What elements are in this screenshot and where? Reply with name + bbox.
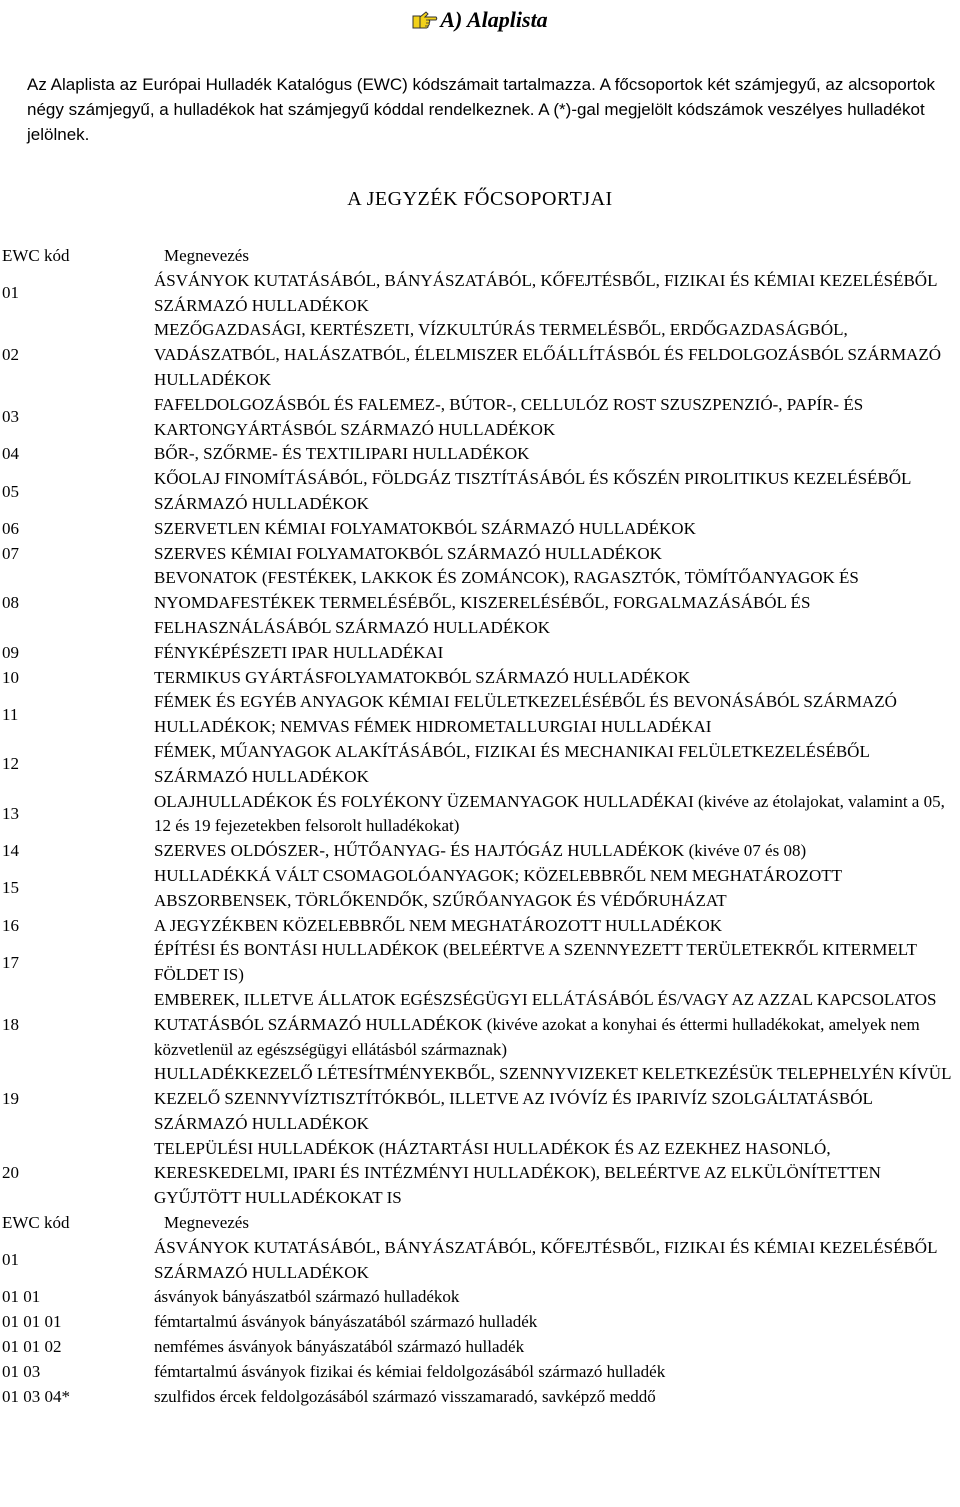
ewc-code: 15 — [2, 878, 19, 898]
ewc-code: 01 01 01 — [2, 1312, 62, 1332]
ewc-code: 01 — [2, 1250, 19, 1270]
waste-name: TERMIKUS GYÁRTÁSFOLYAMATOKBÓL SZÁRMAZÓ HULLADÉKOK — [154, 667, 691, 687]
waste-name: ÁSVÁNYOK KUTATÁSÁBÓL, BÁNYÁSZATÁBÓL, KŐFEJTÉSBŐL, FIZIKAI ÉS KÉMIAI KEZELÉSÉBŐL SZÁRMAZÓ HULLADÉKOK — [154, 1237, 937, 1282]
list-title: A JEGYZÉK FŐCSOPORTJAI — [347, 188, 613, 210]
ewc-code: 01 01 — [2, 1287, 41, 1307]
ewc-code: 06 — [2, 518, 19, 538]
table-row — [0, 864, 960, 914]
waste-name: MEZŐGAZDASÁGI, KERTÉSZETI, VÍZKULTÚRÁS TERMELÉSBŐL, ERDŐGAZDASÁGBÓL, VADÁSZATBÓL, HALÁSZATBÓL, ÉLELMISZER ELŐÁLLÍTÁSBÓL ÉS FELDOLGOZÁSBÓL SZÁRMAZÓ HULLADÉKOK — [154, 320, 942, 389]
waste-name: SZERVES KÉMIAI FOLYAMATOKBÓL SZÁRMAZÓ HULLADÉKOK — [154, 543, 662, 563]
waste-name: ÁSVÁNYOK KUTATÁSÁBÓL, BÁNYÁSZATÁBÓL, KŐFEJTÉSBŐL, FIZIKAI ÉS KÉMIAI KEZELÉSÉBŐL SZÁRMAZÓ HULLADÉKOK — [154, 270, 937, 315]
intro-paragraph: Az Alaplista az Európai Hulladék Katalógus (EWC) kódszámait tartalmazza. A főcsoportok két számjegyű, az alcsoportok négy számjegyű, a hulladékok hat számjegyű kóddal rendelkeznek. A (*)-gal megjelölt kódszámok veszélyes hulladékot jelölnek. — [27, 75, 936, 144]
waste-name: FÉMEK ÉS EGYÉB ANYAGOK KÉMIAI FELÜLETKEZELÉSÉBŐL ÉS BEVONÁSÁBÓL SZÁRMAZÓ HULLADÉKOK; NEMVAS FÉMEK HIDROMETALLURGIAI HULLADÉKAI — [154, 692, 897, 737]
heading-text: A) Alaplista — [440, 7, 548, 32]
table-row — [0, 690, 960, 740]
table-row — [0, 1062, 960, 1136]
table-row — [0, 938, 960, 988]
ewc-code-table — [0, 244, 960, 1409]
pointing-hand-icon — [412, 8, 438, 30]
table-row — [0, 740, 960, 790]
table-row — [0, 1335, 960, 1360]
waste-name: TELEPÜLÉSI HULLADÉKOK (HÁZTARTÁSI HULLADÉKOK ÉS AZ EZEKHEZ HASONLÓ, KERESKEDELMI, IPARI ÉS INTÉZMÉNYI HULLADÉKOK), BELEÉRTVE AZ ELKÜLÖNÍTETTEN GYŰJTÖTT HULLADÉKOKAT IS — [154, 1138, 881, 1208]
table-row — [0, 1236, 960, 1286]
ewc-code: EWC kód — [2, 1213, 70, 1233]
waste-name: HULLADÉKKEZELŐ LÉTESÍTMÉNYEKBŐL, SZENNYVIZEKET KELETKEZÉSÜK TELEPHELYÉN KÍVÜL KEZELŐ SZENNYVÍZTISZTÍTÓKBÓL, ILLETVE AZ IVÓVÍZ ÉS IPARIVÍZ SZOLGÁLTATÁSBÓL SZÁRMAZÓ HULLADÉKOK — [154, 1064, 951, 1133]
ewc-code: 01 — [2, 283, 19, 303]
ewc-code: 10 — [2, 667, 19, 687]
ewc-code: 13 — [2, 803, 19, 823]
table-row — [0, 442, 960, 467]
ewc-code: 16 — [2, 915, 19, 935]
waste-name: HULLADÉKKÁ VÁLT CSOMAGOLÓANYAGOK; KÖZELEBBRŐL NEM MEGHATÁROZOTT ABSZORBENSEK, TÖRLŐKENDŐK, SZŰRŐANYAGOK ÉS VÉDŐRUHÁZAT — [154, 865, 842, 910]
ewc-code: 05 — [2, 481, 19, 501]
ewc-code: 03 — [2, 407, 19, 427]
waste-name: SZERVES OLDÓSZER-, HŰTŐANYAG- ÉS HAJTÓGÁZ HULLADÉKOK (kivéve 07 és 08) — [154, 841, 807, 861]
waste-name: Megnevezés — [164, 246, 249, 265]
table-row — [0, 542, 960, 567]
waste-name: szulfidos ércek feldolgozásából származó visszamaradó, savképző meddő — [154, 1386, 656, 1406]
table-row — [0, 641, 960, 666]
waste-name: BŐR-, SZŐRME- ÉS TEXTILIPARI HULLADÉKOK — [154, 444, 530, 464]
waste-name: FÉNYKÉPÉSZETI IPAR HULLADÉKAI — [154, 642, 444, 662]
ewc-code: 20 — [2, 1163, 19, 1183]
ewc-code: 18 — [2, 1014, 19, 1034]
ewc-code: 17 — [2, 952, 19, 972]
ewc-code: 08 — [2, 593, 19, 613]
ewc-code: 01 03 — [2, 1361, 41, 1381]
table-row — [0, 467, 960, 517]
table-row — [0, 517, 960, 542]
table-row — [0, 988, 960, 1062]
table-row — [0, 1310, 960, 1335]
ewc-code: 12 — [2, 754, 19, 774]
ewc-code: 19 — [2, 1089, 19, 1109]
waste-name: FÉMEK, MŰANYAGOK ALAKÍTÁSÁBÓL, FIZIKAI ÉS MECHANIKAI FELÜLETKEZELÉSÉBŐL SZÁRMAZÓ HULLADÉKOK — [154, 741, 870, 786]
waste-name: OLAJHULLADÉKOK ÉS FOLYÉKONY ÜZEMANYAGOK HULLADÉKAI (kivéve az étolajokat, valamint a 05, 12 és 19 fejezetekben felsorolt hulladékokat) — [154, 791, 945, 836]
table-row — [0, 269, 960, 319]
waste-name: FAFELDOLGOZÁSBÓL ÉS FALEMEZ-, BÚTOR-, CELLULÓZ ROST SZUSZPENZIÓ-, PAPÍR- ÉS KARTONGYÁRTÁSBÓL SZÁRMAZÓ HULLADÉKOK — [154, 394, 864, 439]
section-heading — [0, 0, 960, 34]
ewc-code: 14 — [2, 841, 19, 861]
table-header-row — [0, 244, 960, 269]
table-header-row — [0, 1211, 960, 1236]
waste-name: Megnevezés — [164, 1213, 249, 1233]
waste-name: fémtartalmú ásványok fizikai és kémiai feldolgozásából származó hulladék — [154, 1361, 666, 1381]
ewc-code: 01 01 02 — [2, 1337, 62, 1357]
table-row — [0, 318, 960, 392]
table-row — [0, 1137, 960, 1211]
table-row — [0, 666, 960, 691]
table-row — [0, 566, 960, 640]
waste-name: KŐOLAJ FINOMÍTÁSÁBÓL, FÖLDGÁZ TISZTÍTÁSÁBÓL ÉS KŐSZÉN PIROLITIKUS KEZELÉSÉBŐL SZÁRMAZÓ HULLADÉKOK — [154, 469, 911, 513]
waste-name: BEVONATOK (FESTÉKEK, LAKKOK ÉS ZOMÁNCOK), RAGASZTÓK, TÖMÍTŐANYAGOK ÉS NYOMDAFESTÉKEK TERMELÉSÉBŐL, KISZERELÉSÉBŐL, FORGALMAZÁSÁBÓL ÉS FELHASZNÁLÁSÁBÓL SZÁRMAZÓ HULLADÉKOK — [154, 568, 859, 637]
waste-name: A JEGYZÉKBEN KÖZELEBBRŐL NEM MEGHATÁROZOTT HULLADÉKOK — [154, 915, 723, 935]
table-row — [0, 393, 960, 443]
waste-name: ÉPÍTÉSI ÉS BONTÁSI HULLADÉKOK (BELEÉRTVE A SZENNYEZETT TERÜLETEKRŐL KITERMELT FÖLDET IS) — [154, 940, 917, 985]
table-row — [0, 1385, 960, 1410]
table-row — [0, 839, 960, 864]
waste-name: ásványok bányászatból származó hulladékok — [154, 1287, 460, 1307]
waste-name: SZERVETLEN KÉMIAI FOLYAMATOKBÓL SZÁRMAZÓ HULLADÉKOK — [154, 518, 696, 538]
ewc-code: 02 — [2, 345, 19, 365]
ewc-code: 09 — [2, 642, 19, 662]
ewc-code: 11 — [2, 704, 19, 724]
table-row — [0, 790, 960, 840]
ewc-code: 01 03 04* — [2, 1386, 70, 1406]
waste-name: EMBEREK, ILLETVE ÁLLATOK EGÉSZSÉGÜGYI ELLÁTÁSÁBÓL ÉS/VAGY AZ AZZAL KAPCSOLATOS KUTATÁSBÓL SZÁRMAZÓ HULLADÉKOK (kivéve azokat a konyhai és éttermi hulladékokat, amelyek nem közvetlenül az egészségügyi ellátásból származnak) — [154, 989, 937, 1059]
ewc-code: 04 — [2, 444, 19, 464]
table-row — [0, 1285, 960, 1310]
table-row — [0, 1360, 960, 1385]
ewc-code: EWC kód — [2, 246, 70, 265]
table-row — [0, 914, 960, 939]
ewc-code: 07 — [2, 543, 19, 563]
waste-name: fémtartalmú ásványok bányászatából származó hulladék — [154, 1312, 538, 1332]
waste-name: nemfémes ásványok bányászatából származó hulladék — [154, 1337, 525, 1357]
